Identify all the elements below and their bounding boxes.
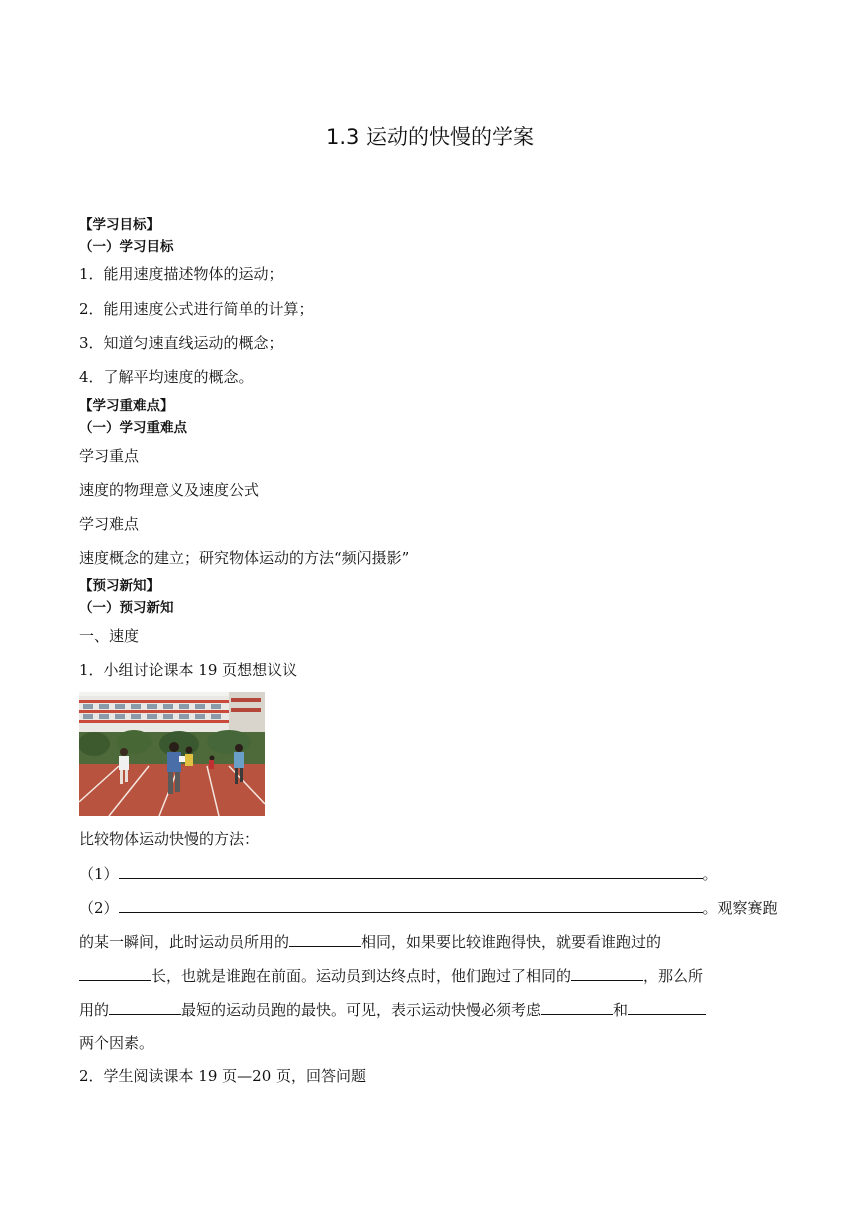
preview-part-title: 一、速度 [79, 627, 140, 645]
method-2 [79, 897, 778, 918]
paragraph-line [79, 999, 706, 1020]
paragraph-text: 最短的运动员跑的最快。可见，表示运动快慢必须考虑 [181, 1001, 542, 1019]
paragraph-line [79, 965, 703, 986]
preview-subheader: （一）预习新知 [79, 600, 174, 616]
fill-blank[interactable] [571, 965, 643, 981]
preview-item: 2．学生阅读课本 19 页—20 页，回答问题 [79, 1067, 367, 1085]
method-2-tail: 。观察赛跑 [702, 899, 778, 917]
paragraph-text: 长，也就是谁跑在前面。运动员到达终点时，他们跑过了相同的 [151, 967, 572, 985]
difficulty-text: 速度概念的建立；研究物体运动的方法“频闪摄影” [79, 549, 410, 567]
paragraph-line [79, 931, 661, 952]
paragraph-text: 用的 [79, 1001, 110, 1019]
method-1 [79, 863, 718, 884]
goals-header: 【学习目标】 [79, 217, 160, 233]
fill-blank[interactable] [628, 999, 706, 1015]
difficulty-label: 学习难点 [79, 515, 140, 533]
goal-item: 1．能用速度描述物体的运动； [79, 265, 284, 283]
fill-blank[interactable] [289, 931, 361, 947]
goal-item: 3．知道匀速直线运动的概念； [79, 334, 284, 352]
paragraph-line: 两个因素。 [79, 1034, 155, 1052]
running-track-photo [79, 692, 265, 816]
method-1-blank[interactable] [119, 863, 703, 879]
method-1-suffix: 。 [702, 865, 718, 883]
page-title: 1.3 运动的快慢的学案 [325, 125, 535, 149]
focus-text: 速度的物理意义及速度公式 [79, 481, 260, 499]
method-2-prefix: （2） [79, 899, 119, 917]
fill-blank[interactable] [109, 999, 181, 1015]
paragraph-text: ，那么所 [643, 967, 704, 985]
fill-blank[interactable] [79, 965, 151, 981]
key-points-header: 【学习重难点】 [79, 398, 174, 414]
compare-methods-label: 比较物体运动快慢的方法： [79, 830, 260, 848]
paragraph-text: 相同，如果要比较谁跑得快，就要看谁跑过的 [361, 933, 662, 951]
method-1-prefix: （1） [79, 865, 119, 883]
method-2-blank[interactable] [119, 897, 703, 913]
preview-item: 1．小组讨论课本 19 页想想议议 [79, 661, 298, 679]
goal-item: 4．了解平均速度的概念。 [79, 368, 254, 386]
focus-label: 学习重点 [79, 447, 140, 465]
preview-header: 【预习新知】 [79, 578, 160, 594]
goal-item: 2．能用速度公式进行简单的计算； [79, 300, 314, 318]
key-points-subheader: （一）学习重难点 [79, 420, 187, 436]
goals-subheader: （一）学习目标 [79, 239, 174, 255]
paragraph-text: 和 [613, 1001, 629, 1019]
paragraph-text: 的某一瞬间，此时运动员所用的 [79, 933, 290, 951]
fill-blank[interactable] [541, 999, 613, 1015]
